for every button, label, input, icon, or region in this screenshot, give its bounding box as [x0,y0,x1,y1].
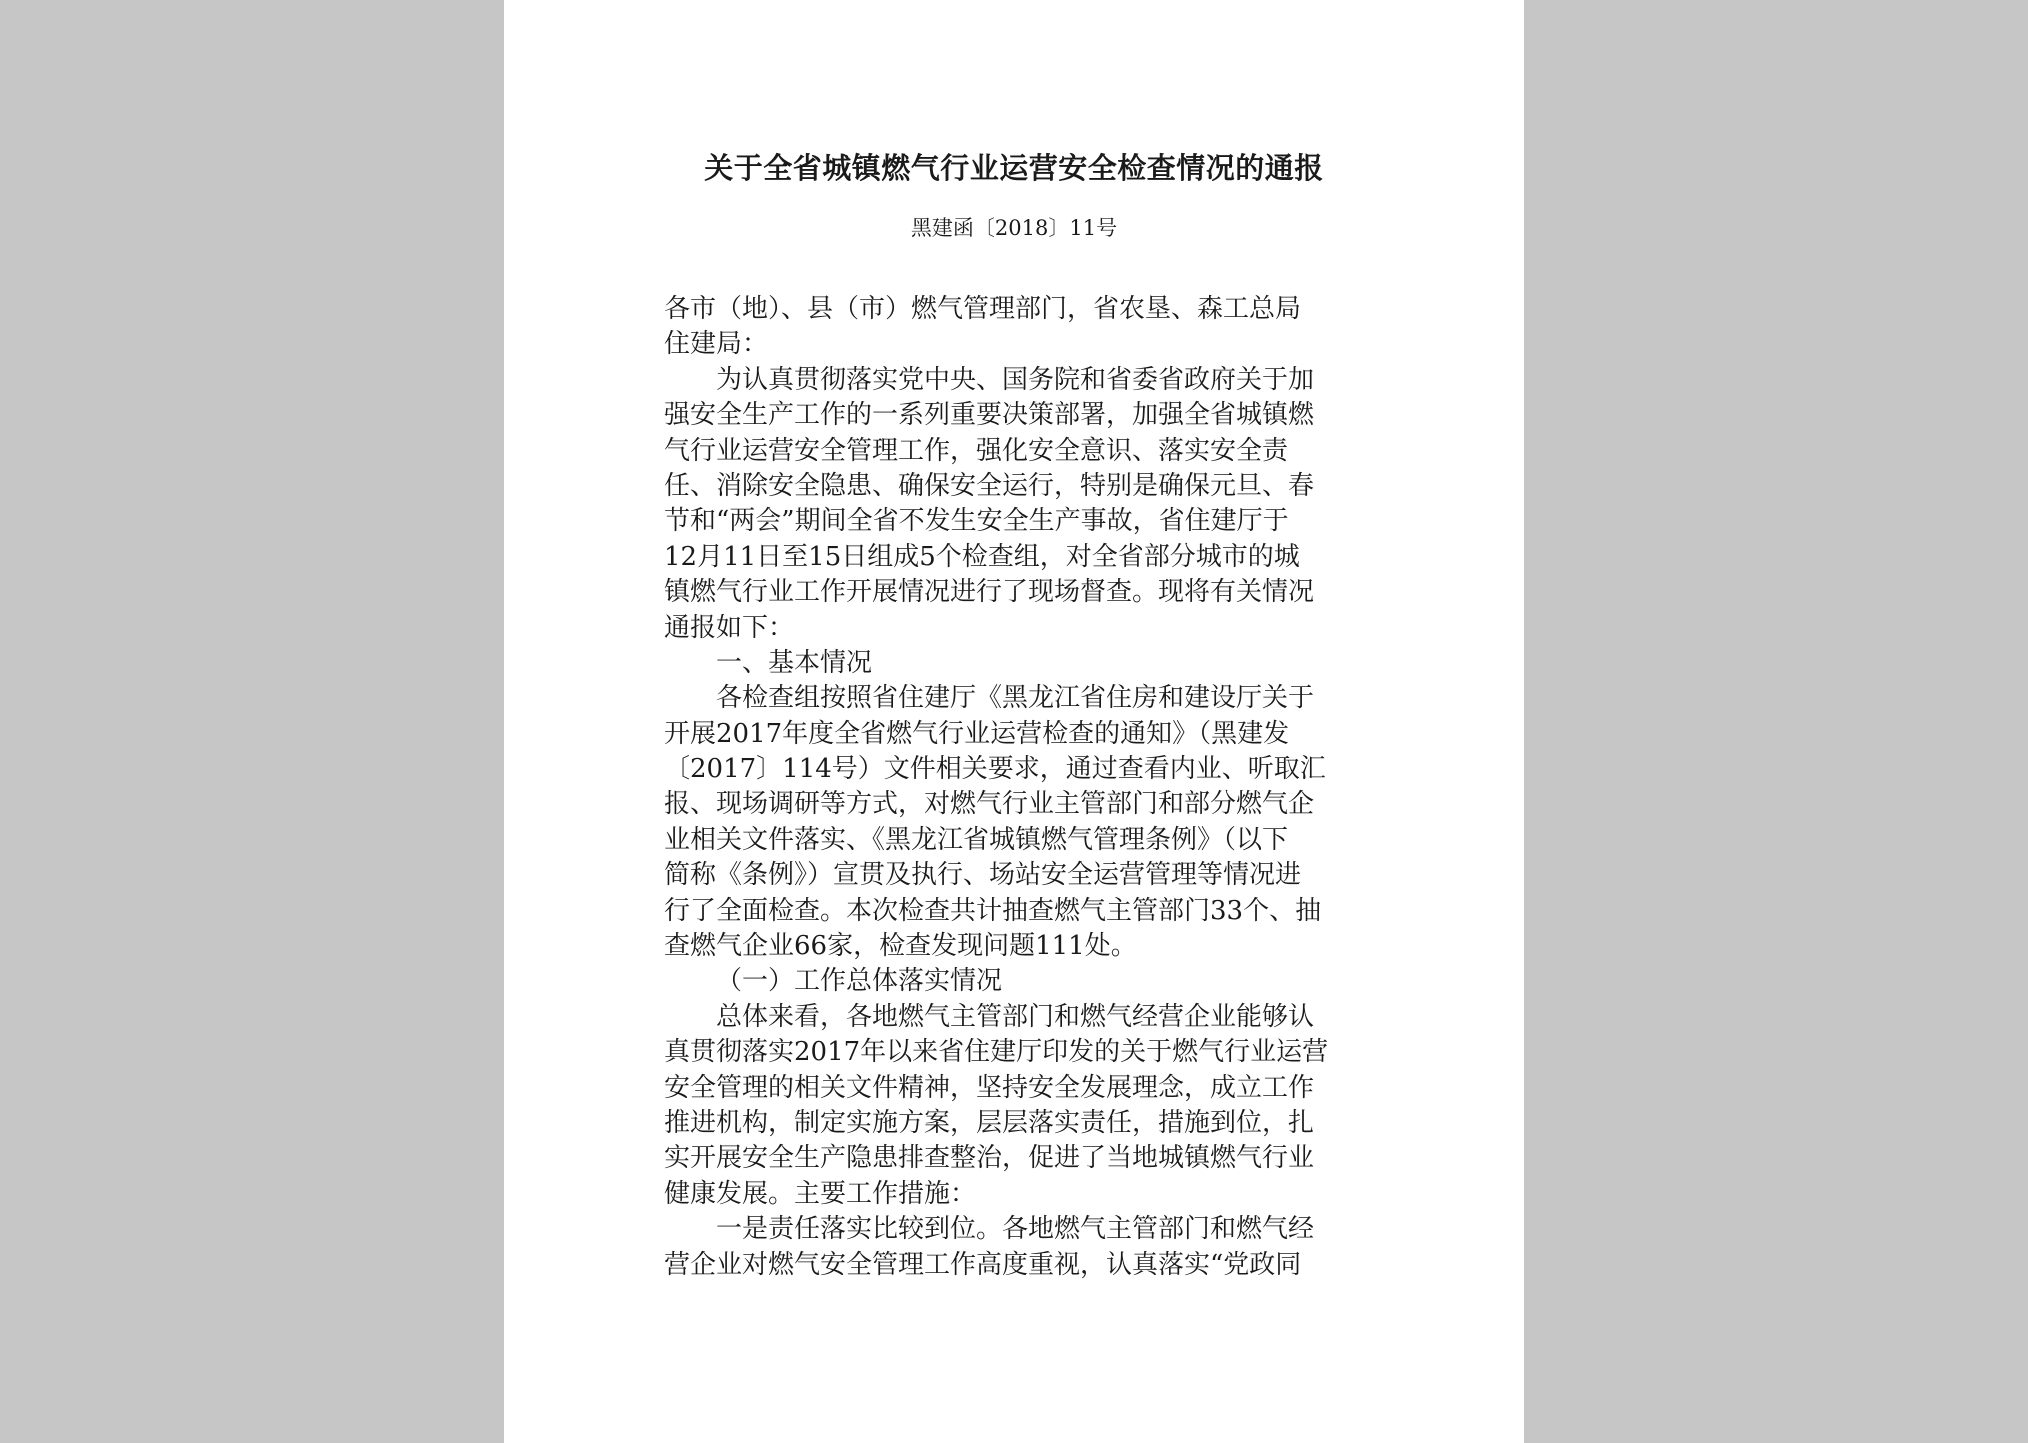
body-line: 查燃气企业66家，检查发现问题111处。 [664,931,1137,962]
body-line: 镇燃气行业工作开展情况进行了现场督查。现将有关情况 [664,577,1315,608]
body-line: 行了全面检查。本次检查共计抽查燃气主管部门33个、抽 [664,895,1322,926]
body-line: 任、消除安全隐患、确保安全运行，特别是确保元旦、春 [664,470,1315,501]
body-line: 为认真贯彻落实党中央、国务院和省委省政府关于加 [716,364,1315,395]
body-line: 健康发展。主要工作措施： [664,1178,977,1209]
body-line: 开展2017年度全省燃气行业运营检查的通知》（黑建发 [664,718,1290,749]
document-page [504,0,1524,1443]
body-line: 各市（地）、县（市）燃气管理部门，省农垦、森工总局 [664,294,1302,324]
body-line: 住建局： [664,329,769,360]
body-line: 强安全生产工作的一系列重要决策部署，加强全省城镇燃 [664,400,1315,431]
body-line: 安全管理的相关文件精神，坚持安全发展理念，成立工作 [664,1072,1315,1103]
body-line: 各检查组按照省住建厅《黑龙江省住房和建设厅关于 [716,683,1315,714]
document-body [664,292,1364,1283]
document-title: 关于全省城镇燃气行业运营安全检查情况的通报 [704,151,1324,185]
body-line: 营企业对燃气安全管理工作高度重视，认真落实“党政同 [664,1249,1302,1280]
body-line: 通报如下： [664,612,795,643]
body-line: 报、现场调研等方式，对燃气行业主管部门和部分燃气企 [664,789,1315,820]
body-line: 推进机构，制定实施方案，层层落实责任，措施到位，扎 [664,1107,1315,1138]
body-line: 真贯彻落实2017年以来省住建厅印发的关于燃气行业运营 [664,1037,1329,1068]
body-line: 一是责任落实比较到位。各地燃气主管部门和燃气经 [716,1214,1315,1245]
body-line: 简称《条例》）宣贯及执行、场站安全运营管理等情况进 [664,860,1302,891]
body-line: 实开展安全生产隐患排查整治，促进了当地城镇燃气行业 [664,1143,1315,1174]
body-line: 12月11日至15日组成5个检查组，对全省部分城市的城 [664,541,1300,572]
body-line: （一）工作总体落实情况 [716,966,1003,997]
body-line: 业相关文件落实、《黑龙江省城镇燃气管理条例》（以下 [664,824,1289,855]
document-number: 黑建函〔2018〕11号 [910,216,1118,240]
body-line: 〔2017〕114号）文件相关要求，通过查看内业、听取汇 [664,754,1326,785]
body-line: 一、基本情况 [716,647,873,678]
body-line: 气行业运营安全管理工作，强化安全意识、落实安全责 [664,435,1289,466]
body-line: 总体来看，各地燃气主管部门和燃气经营企业能够认 [716,1001,1315,1032]
body-line: 节和“两会”期间全省不发生安全生产事故，省住建厅于 [664,506,1289,537]
